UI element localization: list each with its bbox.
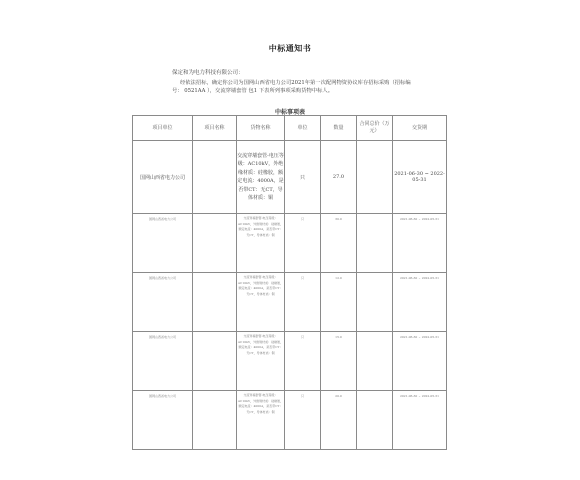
- cell-total-price: [357, 141, 393, 214]
- cell-text: 2021-06-30 ~ 2022-05-31: [399, 217, 439, 221]
- cell-text: 2021-06-30 ~ 2022-05-31: [399, 276, 439, 280]
- table-title: 中标事项表: [274, 109, 305, 116]
- addressee: 保定和为电力科技有限公司：: [172, 70, 244, 76]
- header-unit: 单位: [285, 116, 321, 141]
- table-row: [133, 273, 447, 332]
- cell-unit: 只: [285, 141, 321, 214]
- cell-unit: [285, 391, 321, 450]
- cell-text: 只: [300, 276, 304, 280]
- cell-text: 30.0: [335, 217, 342, 221]
- header-total-price: 合同总价（万元）: [357, 116, 393, 141]
- cell-project-name: [193, 214, 237, 273]
- cell-quantity: [321, 214, 357, 273]
- table-row: [133, 214, 447, 273]
- cell-text: 国网山西省电力公司: [148, 276, 176, 280]
- cell-goods-name: 交流穿墙套管-电压等级：AC10kV，外绝缘材质：硅橡胶，额定电流：4000A，是否带CT：无CT，导体材质：铜: [237, 332, 285, 391]
- cell-text: 国网山西省电力公司: [148, 335, 176, 339]
- header-quantity: 数量: [321, 116, 357, 141]
- cell-project-name: [193, 273, 237, 332]
- cell-text: 国网山西省电力公司: [148, 394, 176, 398]
- cell-text: 只: [300, 335, 304, 339]
- table-header-row: [133, 116, 447, 141]
- cell-delivery: [393, 214, 447, 273]
- cell-text: 15.0: [335, 335, 342, 339]
- header-project-unit: 项目单位: [133, 116, 193, 141]
- cell-text: 2021-06-30 ~ 2022-05-31: [399, 335, 439, 339]
- cell-project-name: [193, 141, 237, 214]
- cell-project-unit: [133, 273, 193, 332]
- cell-text: 20.0: [335, 394, 342, 398]
- cell-quantity: [321, 332, 357, 391]
- table-row: [133, 332, 447, 391]
- cell-quantity: [321, 273, 357, 332]
- cell-project-unit: [133, 214, 193, 273]
- cell-quantity: [321, 391, 357, 450]
- document-title: 中标通知书: [268, 43, 312, 53]
- cell-total-price: [357, 332, 393, 391]
- cell-project-unit: 国网山西省电力公司: [133, 141, 193, 214]
- header-goods-name: 货物名称: [237, 116, 285, 141]
- notice-paragraph: 经依法招标，确定你公司为国网山西省电力公司2021年第一次配网物资协议库存招标采购（招标编号： 0521AA ），交流穿墙套管 包1 下表所列事项采购货物中标人。: [172, 80, 411, 94]
- header-project-name: 项目名称: [193, 116, 237, 141]
- cell-text: 只: [300, 394, 304, 398]
- cell-total-price: [357, 391, 393, 450]
- award-table: [132, 115, 447, 450]
- table-row: [133, 141, 447, 214]
- cell-total-price: [357, 273, 393, 332]
- cell-unit: [285, 332, 321, 391]
- cell-project-name: [193, 332, 237, 391]
- cell-text: 国网山西省电力公司: [148, 217, 176, 221]
- cell-project-unit: [133, 332, 193, 391]
- cell-unit: [285, 273, 321, 332]
- cell-text: 只: [300, 217, 304, 221]
- cell-delivery: [393, 273, 447, 332]
- cell-unit: [285, 214, 321, 273]
- cell-goods-name: 交流穿墙套管-电压等级：AC10kV，外绝缘材质：硅橡胶，额定电流：4000A，是否带CT：无CT，导体材质：铜: [237, 214, 285, 273]
- cell-text: 2021-06-30 ~ 2022-05-31: [399, 394, 439, 398]
- cell-project-unit: [133, 391, 193, 450]
- cell-total-price: [357, 214, 393, 273]
- cell-delivery: [393, 332, 447, 391]
- cell-delivery: [393, 391, 447, 450]
- cell-delivery: 2021-06-30 ~ 2022-05-31: [393, 141, 447, 214]
- header-delivery: 交货期: [393, 116, 447, 141]
- cell-goods-name: 交流穿墙套管-电压等级：AC10kV，外绝缘材质：硅橡胶，额定电流：4000A，是否带CT：无CT，导体材质：铜: [237, 141, 285, 214]
- cell-quantity: 27.0: [321, 141, 357, 214]
- table-row: [133, 391, 447, 450]
- cell-goods-name: 交流穿墙套管-电压等级：AC10kV，外绝缘材质：硅橡胶，额定电流：4000A，是否带CT：无CT，导体材质：铜: [237, 273, 285, 332]
- cell-text: 12.0: [335, 276, 342, 280]
- cell-project-name: [193, 391, 237, 450]
- cell-goods-name: 交流穿墙套管-电压等级：AC10kV，外绝缘材质：硅橡胶，额定电流：4000A，是否带CT：无CT，导体材质：铜: [237, 391, 285, 450]
